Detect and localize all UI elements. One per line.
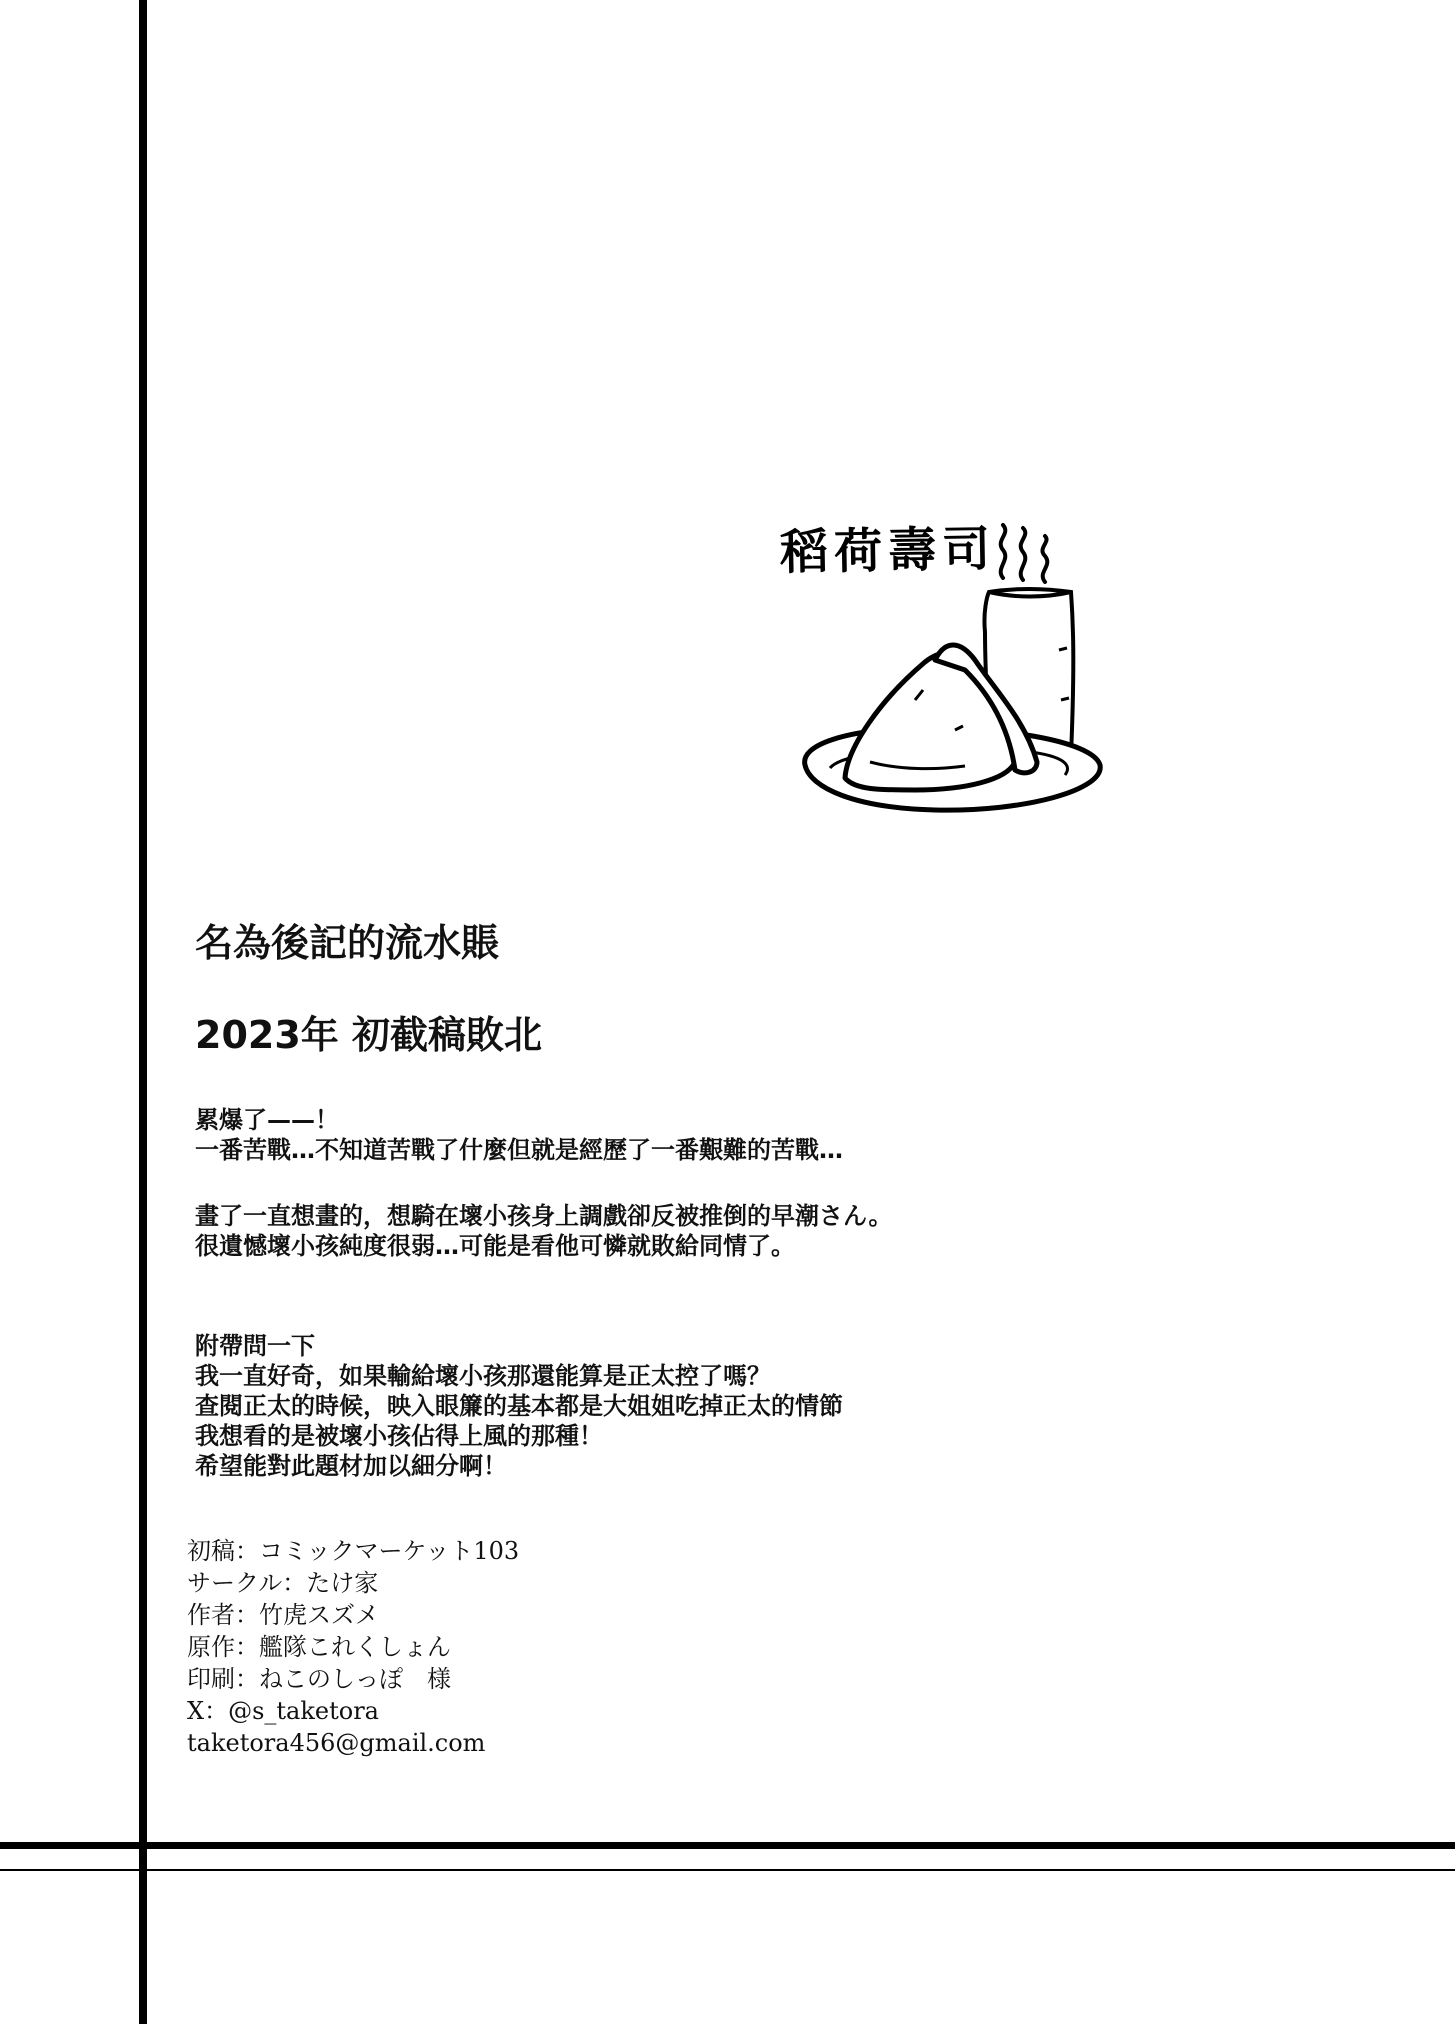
steam-line-3 xyxy=(1042,536,1047,582)
inari-sushi-illustration xyxy=(775,500,1125,830)
paragraph-line: 我一直好奇，如果輸給壞小孩那還能算是正太控了嗎？ xyxy=(195,1362,771,1390)
paragraph-line: 一番苦戰…不知道苦戰了什麼但就是經歷了一番艱難的苦戰… xyxy=(195,1136,843,1164)
steam-line-2 xyxy=(1021,528,1026,580)
paragraph-line: 累爆了——！ xyxy=(195,1106,339,1134)
credit-circle: サークル：たけ家 xyxy=(187,1569,379,1597)
vertical-frame-line xyxy=(139,0,147,2024)
afterword-subtitle: 2023年 初截稿敗北 xyxy=(195,1013,542,1057)
afterword-title: 名為後記的流水賬 xyxy=(195,921,500,965)
credit-first-draft: 初稿：コミックマーケット103 xyxy=(187,1537,520,1565)
paragraph-line: 查閱正太的時候，映入眼簾的基本都是大姐姐吃掉正太的情節 xyxy=(195,1392,843,1420)
paragraph-line: 希望能對此題材加以細分啊！ xyxy=(195,1452,507,1480)
horizontal-frame-line-thick xyxy=(0,1842,1455,1849)
paragraph-1 xyxy=(195,1105,843,1165)
paragraph-2 xyxy=(195,1201,892,1261)
credit-email: taketora456@gmail.com xyxy=(187,1729,486,1757)
horizontal-frame-line-thin xyxy=(0,1869,1455,1871)
paragraph-line: 很遺憾壞小孩純度很弱…可能是看他可憐就敗給同情了。 xyxy=(195,1232,795,1260)
credit-original-work: 原作：艦隊これくしょん xyxy=(187,1633,451,1661)
paragraph-3 xyxy=(195,1331,843,1481)
illustration-title: 稻荷壽司 xyxy=(779,521,997,581)
credits-list xyxy=(187,1535,519,1759)
paragraph-line: 我想看的是被壞小孩佔得上風的那種！ xyxy=(195,1422,603,1450)
paragraph-line: 畫了一直想畫的，想騎在壞小孩身上調戲卻反被推倒的早潮さん。 xyxy=(195,1202,893,1230)
credit-author: 作者：竹虎スズメ xyxy=(187,1601,379,1629)
paragraph-line: 附帶問一下 xyxy=(195,1332,315,1360)
credit-x-handle: X：@s_taketora xyxy=(187,1697,379,1725)
steam-line-1 xyxy=(1001,525,1006,578)
credit-printing: 印刷：ねこのしっぽ 様 xyxy=(187,1665,451,1693)
